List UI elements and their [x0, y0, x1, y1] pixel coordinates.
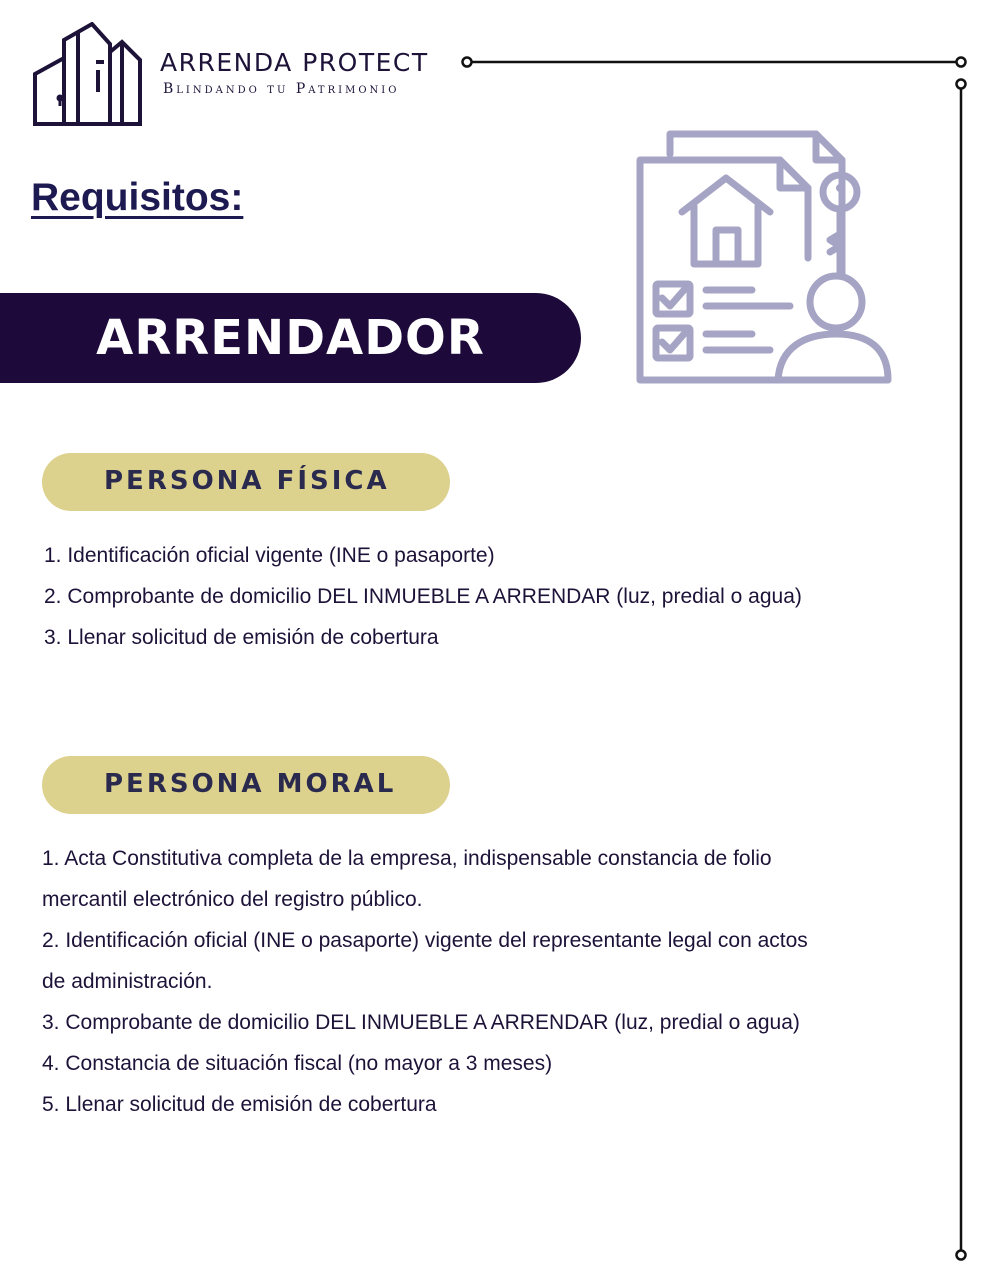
section-heading-label: PERSONA FÍSICA	[104, 466, 390, 496]
buildings-logo-icon	[30, 22, 146, 130]
list-item: 1. Acta Constitutiva completa de la empresa, indispensable constancia de folio	[42, 847, 772, 870]
requirements-list-persona-fisica	[44, 538, 802, 661]
section-heading-label: PERSONA MORAL	[104, 769, 397, 799]
rental-contract-icon	[630, 126, 900, 390]
section-heading-persona-moral	[42, 756, 450, 814]
section-heading-persona-fisica	[42, 453, 450, 511]
list-item: 3. Comprobante de domicilio DEL INMUEBLE A ARRENDAR (luz, predial o agua)	[42, 1011, 800, 1034]
requirements-list-persona-moral	[42, 840, 808, 1127]
brand-name: ARRENDA PROTECT	[160, 48, 429, 77]
list-item: 4. Constancia de situación fiscal (no mayor a 3 meses)	[42, 1052, 553, 1075]
list-item: 2. Comprobante de domicilio DEL INMUEBLE A ARRENDAR (luz, predial o agua)	[44, 585, 802, 608]
list-item: 1. Identificación oficial vigente (INE o pasaporte)	[44, 544, 495, 567]
list-item: mercantil electrónico del registro público.	[42, 888, 423, 911]
list-item: de administración.	[42, 970, 213, 993]
list-item: 2. Identificación oficial (INE o pasaporte) vigente del representante legal con actos	[42, 929, 808, 952]
brand-tagline: Blindando tu Patrimonio	[163, 81, 400, 97]
page-title: Requisitos:	[31, 176, 244, 219]
arrendador-banner	[0, 293, 581, 383]
list-item: 3. Llenar solicitud de emisión de cobertura	[44, 626, 439, 649]
banner-label: ARRENDADOR	[96, 310, 485, 366]
list-item: 5. Llenar solicitud de emisión de cobertura	[42, 1093, 437, 1116]
